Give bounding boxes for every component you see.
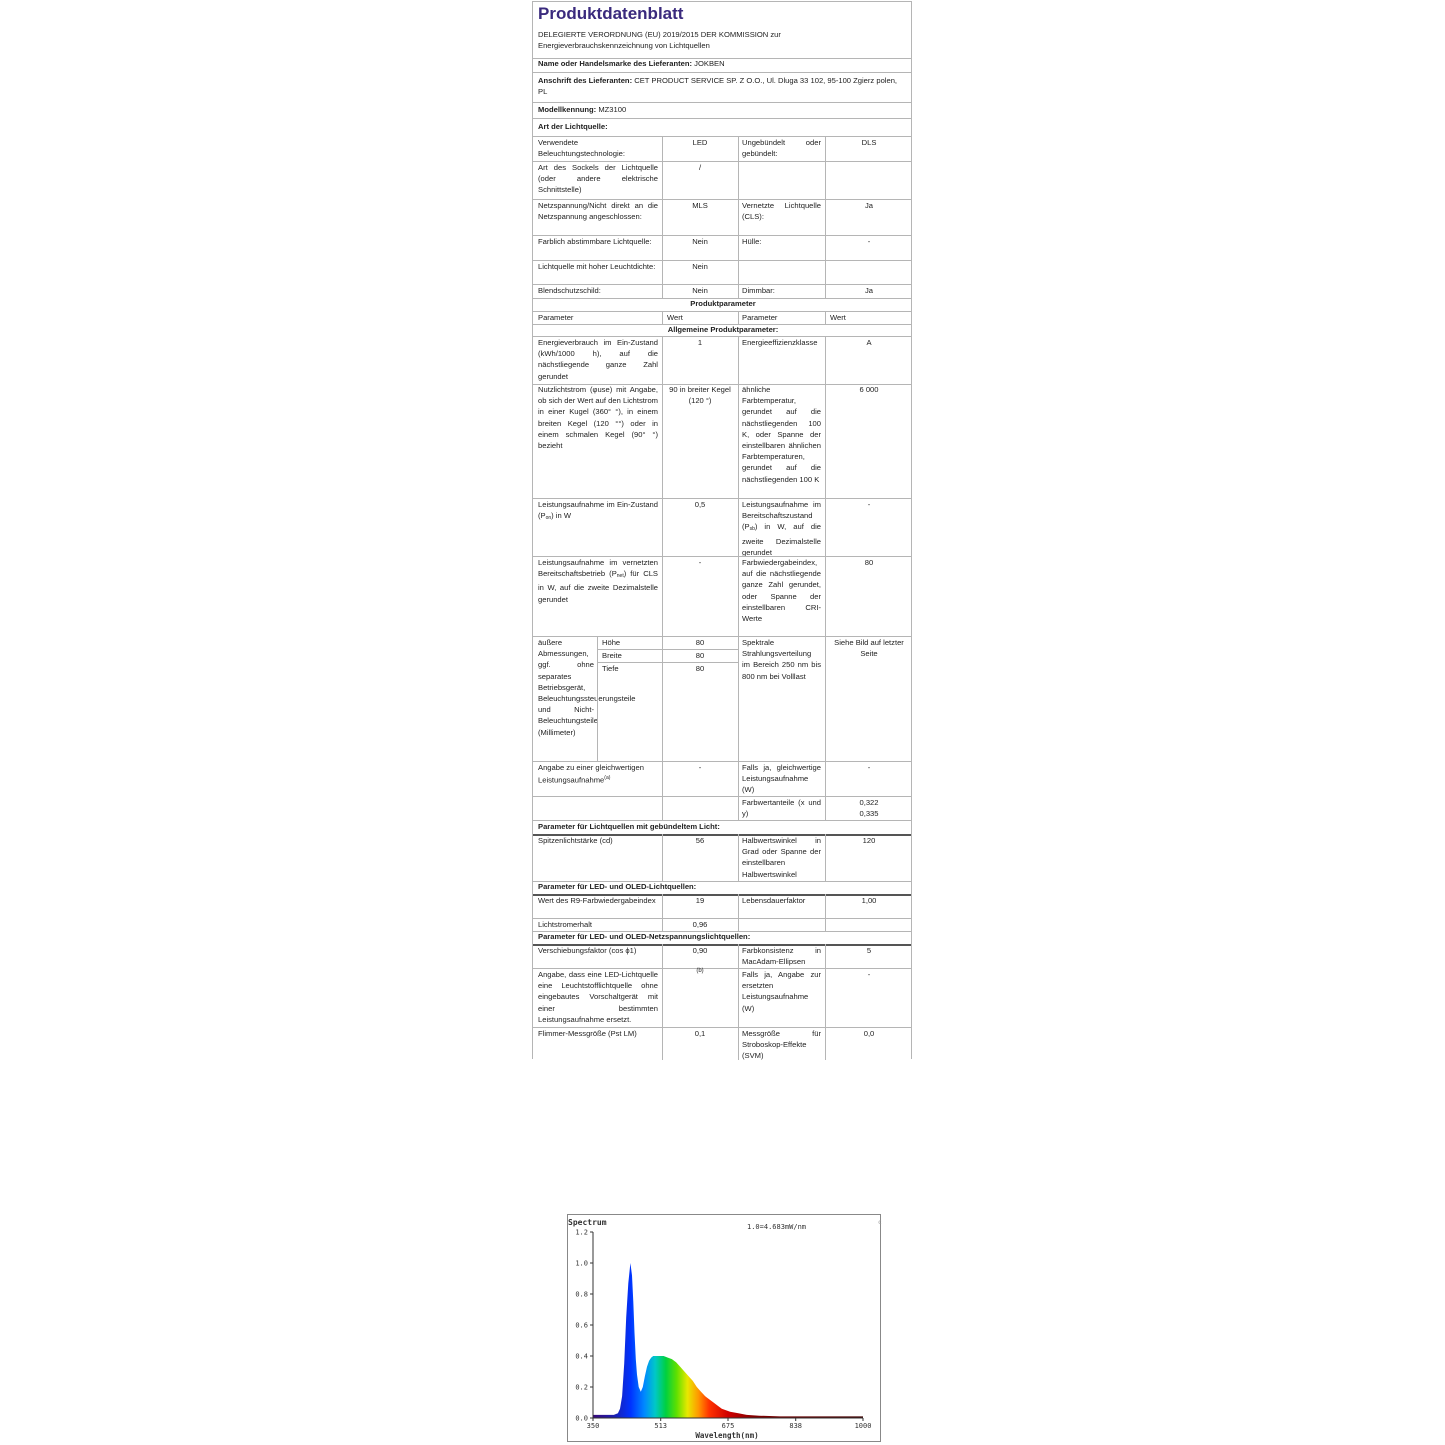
depth-label: Tiefe: [602, 664, 619, 673]
flux-value: 90 in breiter Kegel (120 °): [669, 385, 731, 406]
column-line: [662, 944, 663, 1060]
y-tick-label: 0.0: [575, 1414, 588, 1423]
replaced-power-label: Falls ja, Angabe zur ersetzten Leistungsaufnahme (W): [742, 970, 821, 1013]
supplier-address-label: Anschrift des Lieferanten:: [538, 76, 633, 85]
col-header-value-2: Wert: [830, 313, 846, 322]
envelope-label: Hülle:: [742, 237, 762, 246]
cri-value: 80: [864, 558, 874, 567]
network-standby-pre: Leistungsaufnahme im vernetzten Bereitschaftsbetrieb (P: [538, 558, 658, 579]
energy-value: 1: [697, 338, 703, 347]
directional-header: Parameter für Lichtquellen mit gebündeltem Licht:: [538, 822, 720, 831]
energy-label: Energieverbrauch im Ein-Zustand (kWh/1000 h), auf die nächstliegende ganze Zahl gerundet: [538, 338, 658, 381]
width-label: Breite: [602, 651, 622, 660]
column-line: [825, 311, 826, 324]
y-tick-label: 0.6: [575, 1321, 588, 1330]
column-line: [738, 311, 739, 324]
column-line: [738, 834, 739, 881]
column-line: [825, 944, 826, 1060]
x-tick-label: 513: [654, 1422, 668, 1430]
tunable-value: Nein: [692, 237, 708, 246]
chart-corner-mark: c: [878, 1219, 882, 1226]
beam-angle-value: 120: [862, 836, 876, 845]
survival-factor-label: Lebensdauerfaktor: [742, 896, 806, 905]
supplier-name-row: [538, 58, 908, 69]
chart-title: Spectrum: [568, 1218, 607, 1227]
product-params-header: Produktparameter: [690, 299, 756, 308]
height-label: Höhe: [602, 638, 621, 647]
equivalent-watt-value: -: [867, 763, 871, 772]
supplier-address-row: [538, 75, 906, 97]
width-value: 80: [695, 651, 705, 660]
column-line: [738, 336, 739, 820]
network-standby-subscript: net: [616, 573, 624, 580]
r9-label: Wert des R9-Farbwiedergabeindex: [538, 896, 656, 905]
col-header-value: Wert: [667, 313, 683, 322]
chromaticity-y: 0,335: [859, 809, 879, 818]
y-tick-label: 1.2: [575, 1228, 588, 1237]
supplier-address: CET PRODUCT SERVICE SP. Z O.O., Ul. Dluga 33 102, 95-100 Zgierz polen, PL: [538, 76, 898, 97]
peak-intensity-value: 56: [695, 836, 705, 845]
highlum-label: Lichtquelle mit hoher Leuchtdichte:: [538, 262, 656, 271]
x-tick-label: 838: [789, 1422, 803, 1430]
spectral-label: Spektrale Strahlungsverteilung im Bereich 250 nm bis 800 nm bei Volllast: [742, 638, 821, 681]
tech-value: LED: [692, 138, 708, 147]
column-line: [662, 336, 663, 820]
divider: [533, 102, 911, 103]
network-standby-value: -: [698, 558, 702, 567]
lumen-maintenance-label: Lichtstromerhalt: [538, 920, 593, 929]
power-on-label: [538, 499, 658, 524]
depth-value: 80: [695, 664, 705, 673]
y-tick-label: 0.8: [575, 1290, 588, 1299]
y-tick-label: 0.2: [575, 1383, 588, 1392]
column-line: [825, 336, 826, 820]
peak-intensity-label: Spitzenlichtstärke (cd): [538, 836, 613, 845]
network-standby-label: [538, 557, 658, 605]
macadam-value: 5: [866, 946, 872, 955]
standby-label-post: ) in W, auf die zweite Dezimalstelle gerundet: [742, 522, 821, 557]
tunable-label: Farblich abstimmbare Lichtquelle:: [538, 237, 652, 246]
equivalent-watt-label: Falls ja, gleichwertige Leistungsaufnahme (W): [742, 763, 821, 795]
beam-angle-label: Halbwertswinkel in Grad oder Spanne der einstellbaren Halbwertswinkel: [742, 836, 821, 879]
equivalent-label-text: Angabe zu einer gleichwertigen Leistungsaufnahme: [538, 763, 644, 785]
standby-power-label: [742, 499, 821, 558]
cct-label: ähnliche Farbtemperatur, gerundet auf die nächstliegenden 100 K, oder Spanne der einstellbaren ähnlichen Farbtemperaturen, gerundet auf die nächstliegenden 100 K: [742, 385, 821, 484]
y-tick-label: 1.0: [575, 1259, 588, 1268]
supplier-name: JOKBEN: [694, 59, 725, 68]
divider: [533, 311, 911, 312]
survival-factor-value: 1,00: [861, 896, 877, 905]
glare-label: Blendschutzschild:: [538, 286, 601, 295]
energy-class-value: A: [866, 338, 872, 347]
energy-class-label: Energieeffizienzklasse: [742, 338, 818, 347]
equivalent-footnote: (a): [604, 775, 611, 782]
spectrum-chart: [567, 1214, 882, 1442]
chromaticity-label: Farbwertanteile (x und y): [742, 798, 821, 819]
svm-value: 0,0: [863, 1029, 875, 1038]
chart-annotation: 1.0=4.683mW/nm: [747, 1223, 807, 1231]
x-axis-label: Wavelength(nm): [695, 1431, 759, 1440]
col-header-param-2: Parameter: [742, 313, 778, 322]
envelope-value: -: [867, 237, 871, 246]
network-standby-post: ) für CLS in W, auf die zweite Dezimalstelle gerundet: [538, 569, 658, 604]
power-on-label-post: ) in W: [551, 511, 571, 521]
equivalent-power-label: [538, 762, 660, 786]
highlum-value: Nein: [692, 262, 708, 271]
model-id: MZ3100: [598, 105, 627, 114]
regulation-text: DELEGIERTE VERORDNUNG (EU) 2019/2015 DER KOMMISSION zur Energieverbrauchskennzeichnung von Lichtquellen: [538, 30, 781, 51]
glare-value: Nein: [692, 286, 708, 295]
led-header: Parameter für LED- und OLED-Lichtquellen:: [538, 882, 697, 891]
x-tick-label: 1000: [854, 1422, 872, 1430]
flicker-label: Flimmer-Messgröße (Pst LM): [538, 1029, 637, 1038]
cls-label: Vernetzte Lichtquelle (CLS):: [742, 201, 821, 222]
column-line: [597, 636, 598, 761]
dimmable-value: Ja: [864, 286, 874, 295]
model-row: [538, 104, 906, 115]
chart-frame: [568, 1215, 881, 1442]
column-line: [738, 894, 739, 931]
socket-value: /: [698, 163, 702, 172]
power-on-subscript: on: [545, 515, 552, 522]
focus-value: DLS: [861, 138, 877, 147]
equivalent-power-value: -: [698, 763, 702, 772]
x-tick-label: 675: [721, 1422, 735, 1430]
dimensions-label: äußere Abmessungen, ggf. ohne separates Betriebsgerät, Beleuchtungssteuerungsteile und Nicht-Beleuchtungsteile (Millimeter): [538, 638, 636, 737]
page-title: Produktdatenblatt: [538, 4, 684, 23]
power-on-label-pre: Leistungsaufnahme im Ein-Zustand (P: [538, 500, 658, 521]
standby-power-value: -: [867, 500, 871, 509]
socket-label: Art des Sockels der Lichtquelle (oder andere elektrische Schnittstelle): [538, 163, 658, 195]
fluorescent-replacement-label: Angabe, dass eine LED-Lichtquelle eine Leuchtstofflichtquelle ohne eingebautes Vorschaltgerät mit einer bestimmten Leistungsaufnahme ersetzt.: [538, 970, 658, 1024]
r9-value: 19: [695, 896, 705, 905]
col-header-param: Parameter: [538, 313, 574, 322]
tech-label: Verwendete Beleuchtungstechnologie:: [538, 138, 625, 159]
replaced-power-value: -: [867, 970, 871, 979]
flicker-value: 0,1: [694, 1029, 706, 1038]
column-line: [738, 944, 739, 1060]
mains-value: MLS: [692, 201, 708, 210]
spectral-value: Siehe Bild auf letzter Seite: [834, 638, 904, 659]
column-line: [662, 311, 663, 324]
dimmable-label: Dimmbar:: [742, 286, 775, 295]
x-tick-label: 350: [586, 1422, 600, 1430]
y-tick-label: 0.4: [575, 1352, 588, 1361]
fluorescent-replacement-value: (b): [696, 968, 704, 974]
supplier-name-label: Name oder Handelsmarke des Lieferanten:: [538, 59, 693, 68]
lightsource-type-header: Art der Lichtquelle:: [538, 122, 608, 131]
divider: [533, 118, 911, 119]
power-on-value: 0,5: [694, 500, 706, 509]
product-data-sheet: [532, 1, 912, 1059]
mains-led-header: Parameter für LED- und OLED-Netzspannungslichtquellen:: [538, 932, 751, 941]
height-value: 80: [695, 638, 705, 647]
focus-label: Ungebündelt oder gebündelt:: [742, 138, 821, 159]
cct-value: 6 000: [859, 385, 879, 394]
model-label: Modellkennung:: [538, 105, 597, 114]
standby-label-pre: Leistungsaufnahme im Bereitschaftszustand (P: [742, 500, 821, 532]
flux-label: Nutzlichtstrom (φuse) mit Angabe, ob sich der Wert auf den Lichtstrom in einer Kugel (360° °), in einem breiten Kegel (120 °°) oder in einem schmalen Kegel (90° °) bezieht: [538, 385, 658, 451]
lumen-maintenance-value: 0,96: [692, 920, 708, 929]
svm-label: Messgröße für Stroboskop-Effekte (SVM): [742, 1029, 821, 1061]
cri-label: Farbwiedergabeindex, auf die nächstliegende ganze Zahl gerundet, oder Spanne der einstellbaren CRI-Werte: [742, 558, 821, 624]
cls-value: Ja: [864, 201, 874, 210]
chromaticity-x: 0,322: [859, 798, 879, 807]
standby-subscript: sb: [749, 526, 755, 533]
macadam-label: Farbkonsistenz in MacAdam-Ellipsen: [742, 946, 821, 967]
general-params-header: Allgemeine Produktparameter:: [667, 325, 779, 334]
mains-label: Netzspannung/Nicht direkt an die Netzspannung angeschlossen:: [538, 201, 658, 222]
cos-phi-value: 0,90: [692, 946, 708, 955]
cos-phi-label: Verschiebungsfaktor (cos ϕ1): [538, 946, 637, 955]
divider: [533, 72, 911, 73]
